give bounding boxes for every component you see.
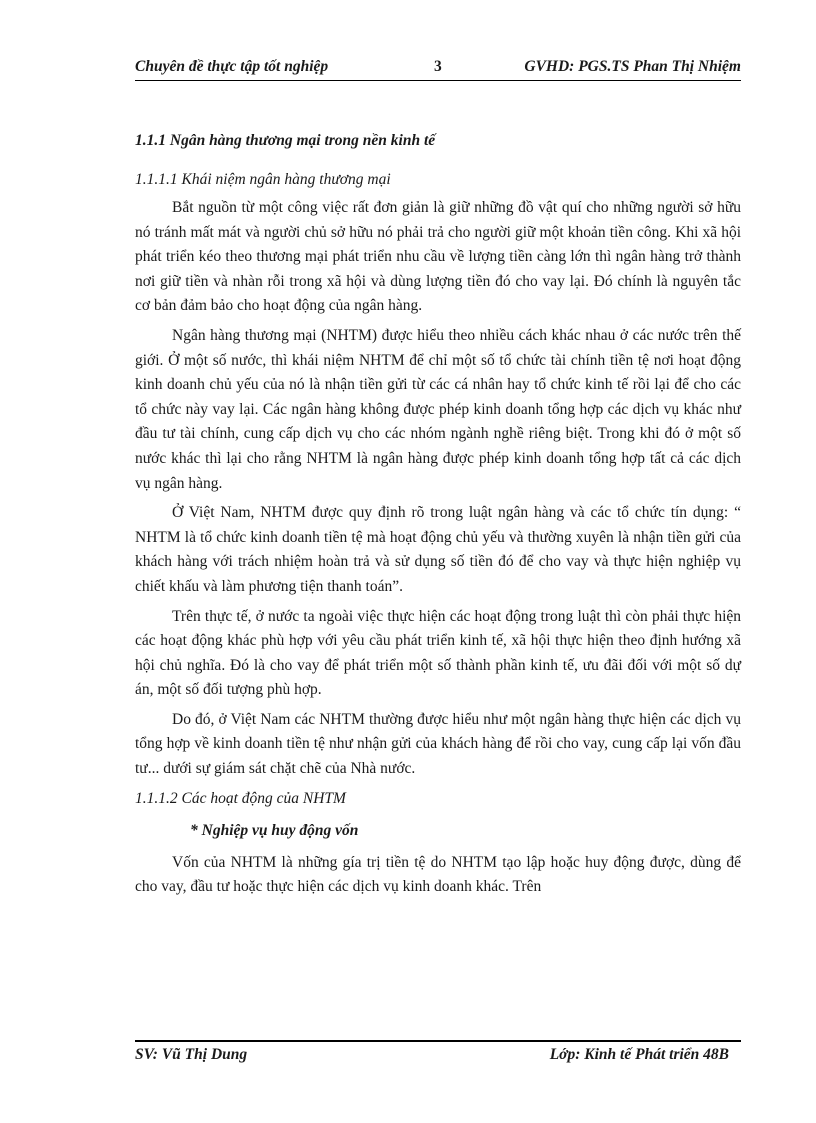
- subsection-heading-2: 1.1.1.2 Các hoạt động của NHTM: [135, 789, 346, 807]
- paragraph: Trên thực tế, ở nước ta ngoài việc thực hiện các hoạt động trong luật thì còn phải thực hiện các hoạt động khác phù hợp với yêu cầu phát triển kinh tế, xã hội thực hiện theo định hướng xã hội chủ nghĩa. Đó là cho vay để phát triển một số thành phần kinh tế, ưu đãi đối với một số dự án, một số đối tượng phù hợp.: [135, 607, 741, 699]
- page-header: [135, 58, 741, 80]
- header-advisor: GVHD: PGS.TS Phan Thị Nhiệm: [524, 58, 741, 75]
- header-rule: [135, 80, 741, 81]
- paragraph: Ở Việt Nam, NHTM được quy định rõ trong luật ngân hàng và các tổ chức tín dụng: “ NHTM là tổ chức kinh doanh tiền tệ mà hoạt động chủ yếu và thường xuyên là nhận tiền gửi của khách hàng với trách nhiệm hoàn trả và sử dụng số tiền đó để cho vay và thực hiện nghiệp vụ chiết khấu và làm phương tiện thanh toán”.: [135, 504, 741, 595]
- subsection-heading-1: 1.1.1.1 Khái niệm ngân hàng thương mại: [135, 171, 391, 188]
- document-body: [135, 130, 741, 905]
- footer-student: SV: Vũ Thị Dung: [135, 1046, 248, 1063]
- page-number: 3: [434, 58, 442, 75]
- paragraph: Bắt nguồn từ một công việc rất đơn giản là giữ những đồ vật quí cho những người sở hữu nó tránh mất mát và người chủ sở hữu nó phải trả cho người giữ một khoản tiền công. Khi xã hội phát triển kéo theo thương mại phát triển nhu cầu về lượng tiền càng lớn thì ngân hàng trở thành nơi giữ tiền và nhàn rỗi trong xã hội và dùng lượng tiền đó cho vay lại. Đó chính là nguyên tắc cơ bản đảm bảo cho hoạt động của ngân hàng.: [135, 199, 741, 315]
- bullet-heading: * Nghiệp vụ huy động vốn: [190, 821, 359, 839]
- paragraph: Do đó, ở Việt Nam các NHTM thường được hiểu như một ngân hàng thực hiện các dịch vụ tổng hợp về kinh doanh tiền tệ như nhận gửi của khách hàng để rồi cho vay, cung cấp lại vốn đầu tư... dưới sự giám sát chặt chẽ của Nhà nước.: [135, 710, 741, 778]
- page-footer: [135, 1046, 741, 1068]
- paragraph: Ngân hàng thương mại (NHTM) được hiểu theo nhiều cách khác nhau ở các nước trên thế giới. Ở một số nước, thì khái niệm NHTM để chỉ một số tổ chức tài chính tiền tệ nơi hoạt động kinh doanh chủ yếu của nó là nhận tiền gửi từ các cá nhân hay tổ chức kinh tế rồi lại để cho các tổ chức này vay lại. Các ngân hàng không được phép kinh doanh tổng hợp các dịch vụ khác như đầu tư tài chính, cung cấp dịch vụ cho các nhóm ngành nghề riêng biệt. Trong khi đó ở một số nước khác thì lại cho rằng NHTM là ngân hàng được phép kinh doanh tổng hợp tất cả các dịch vụ ngân hàng.: [135, 326, 741, 492]
- footer-rule: [135, 1040, 741, 1042]
- section-heading: 1.1.1 Ngân hàng thương mại trong nền kinh tế: [135, 132, 436, 149]
- header-title: Chuyên đề thực tập tốt nghiệp: [135, 58, 329, 75]
- paragraph: Vốn của NHTM là những gía trị tiền tệ do NHTM tạo lập hoặc huy động được, dùng để cho vay, đầu tư hoặc thực hiện các dịch vụ kinh doanh khác. Trên: [135, 853, 741, 896]
- footer-class: Lớp: Kinh tế Phát triển 48B: [549, 1046, 729, 1063]
